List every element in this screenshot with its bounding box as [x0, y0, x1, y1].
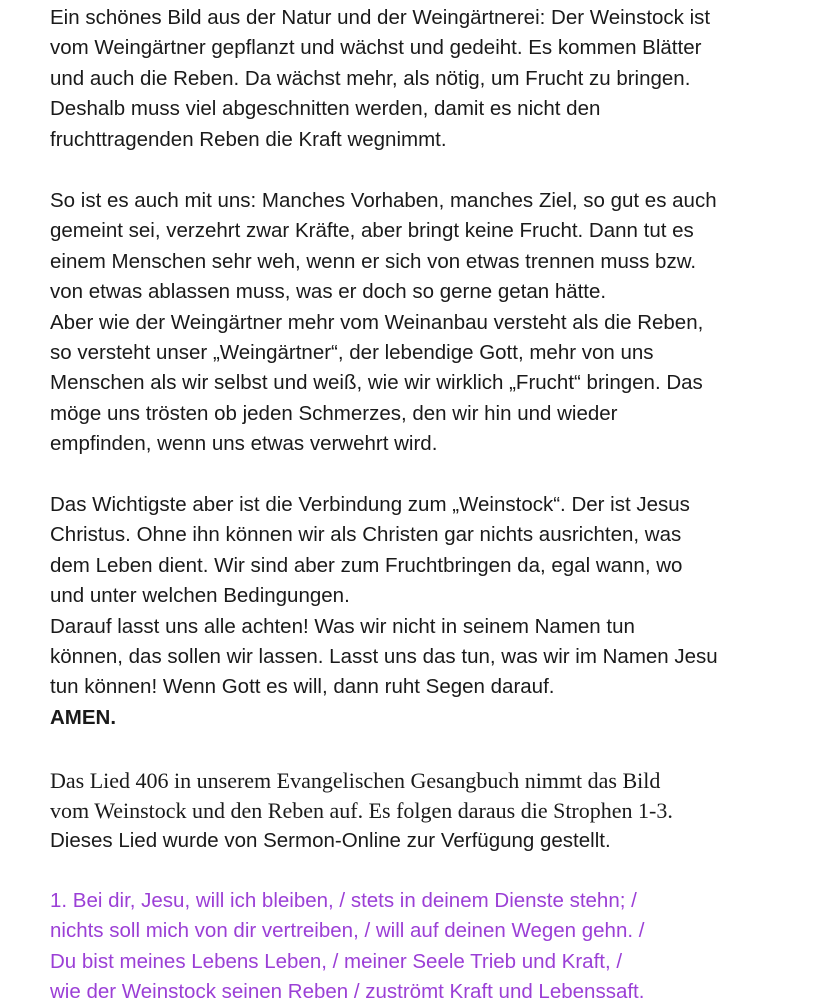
text-line: von etwas ablassen muss, was er doch so gerne getan hätte.: [50, 280, 607, 304]
paragraph-credit: [50, 826, 611, 856]
paragraph-hymn-intro: [50, 766, 673, 827]
paragraph-intro: [50, 3, 710, 155]
text-line: und auch die Reben. Da wächst mehr, als nötig, um Frucht zu bringen.: [50, 66, 691, 90]
text-line: Aber wie der Weingärtner mehr vom Weinanbau versteht als die Reben,: [50, 310, 704, 334]
text-line: vom Weingärtner gepflanzt und wächst und gedeiht. Es kommen Blätter: [50, 36, 702, 60]
text-line: Ein schönes Bild aus der Natur und der Weingärtnerei: Der Weinstock ist: [50, 6, 711, 29]
text-line: können, das sollen wir lassen. Lasst uns das tun, was wir im Namen Jesu: [50, 644, 718, 668]
text-line: tun können! Wenn Gott es will, dann ruht Segen darauf.: [50, 675, 555, 699]
text-line: So ist es auch mit uns: Manches Vorhaben, manches Ziel, so gut es auch: [50, 189, 717, 212]
text-line: Darauf lasst uns alle achten! Was wir nicht in seinem Namen tun: [50, 614, 635, 638]
amen-text: AMEN.: [50, 705, 117, 729]
verse-line: wie der Weinstock seinen Reben / zuströmt Kraft und Lebenssaft.: [50, 980, 645, 1004]
verse-line: Du bist meines Lebens Leben, / meiner Seele Trieb und Kraft, /: [50, 949, 623, 973]
text-line: vom Weinstock und den Reben auf. Es folgen daraus die Strophen 1-3.: [50, 798, 673, 824]
text-line: möge uns trösten ob jeden Schmerzes, den wir hin und wieder: [50, 401, 618, 425]
text-line: so versteht unser „Weingärtner“, der lebendige Gott, mehr von uns: [50, 340, 654, 364]
text-line: einem Menschen sehr weh, wenn er sich von etwas trennen muss bzw.: [50, 249, 697, 273]
text-line: dem Leben dient. Wir sind aber zum Fruchtbringen da, egal wann, wo: [50, 553, 683, 577]
text-line: Deshalb muss viel abgeschnitten werden, damit es nicht den: [50, 97, 601, 121]
text-line: Menschen als wir selbst und weiß, wie wir wirklich „Frucht“ bringen. Das: [50, 371, 703, 395]
hymn-verse-1: [50, 886, 644, 1008]
text-line: empfinden, wenn uns etwas verwehrt wird.: [50, 432, 438, 456]
text-line: fruchttragenden Reben die Kraft wegnimmt.: [50, 127, 447, 151]
text-line: gemeint sei, verzehrt zwar Kräfte, aber bringt keine Frucht. Dann tut es: [50, 219, 694, 243]
paragraph-application: [50, 186, 717, 460]
text-line: Das Lied 406 in unserem Evangelischen Gesangbuch nimmt das Bild: [50, 768, 661, 793]
text-line: Das Wichtigste aber ist die Verbindung zum „Weinstock“. Der ist Jesus: [50, 493, 690, 516]
verse-line: nichts soll mich von dir vertreiben, / will auf deinen Wegen gehn. /: [50, 919, 645, 943]
credit-line: Dieses Lied wurde von Sermon-Online zur Verfügung gestellt.: [50, 829, 611, 852]
paragraph-conclusion: [50, 490, 718, 733]
text-line: Christus. Ohne ihn können wir als Christen gar nichts ausrichten, was: [50, 523, 682, 547]
verse-line: 1. Bei dir, Jesu, will ich bleiben, / stets in deinem Dienste stehn; /: [50, 889, 637, 912]
text-line: und unter welchen Bedingungen.: [50, 584, 350, 608]
